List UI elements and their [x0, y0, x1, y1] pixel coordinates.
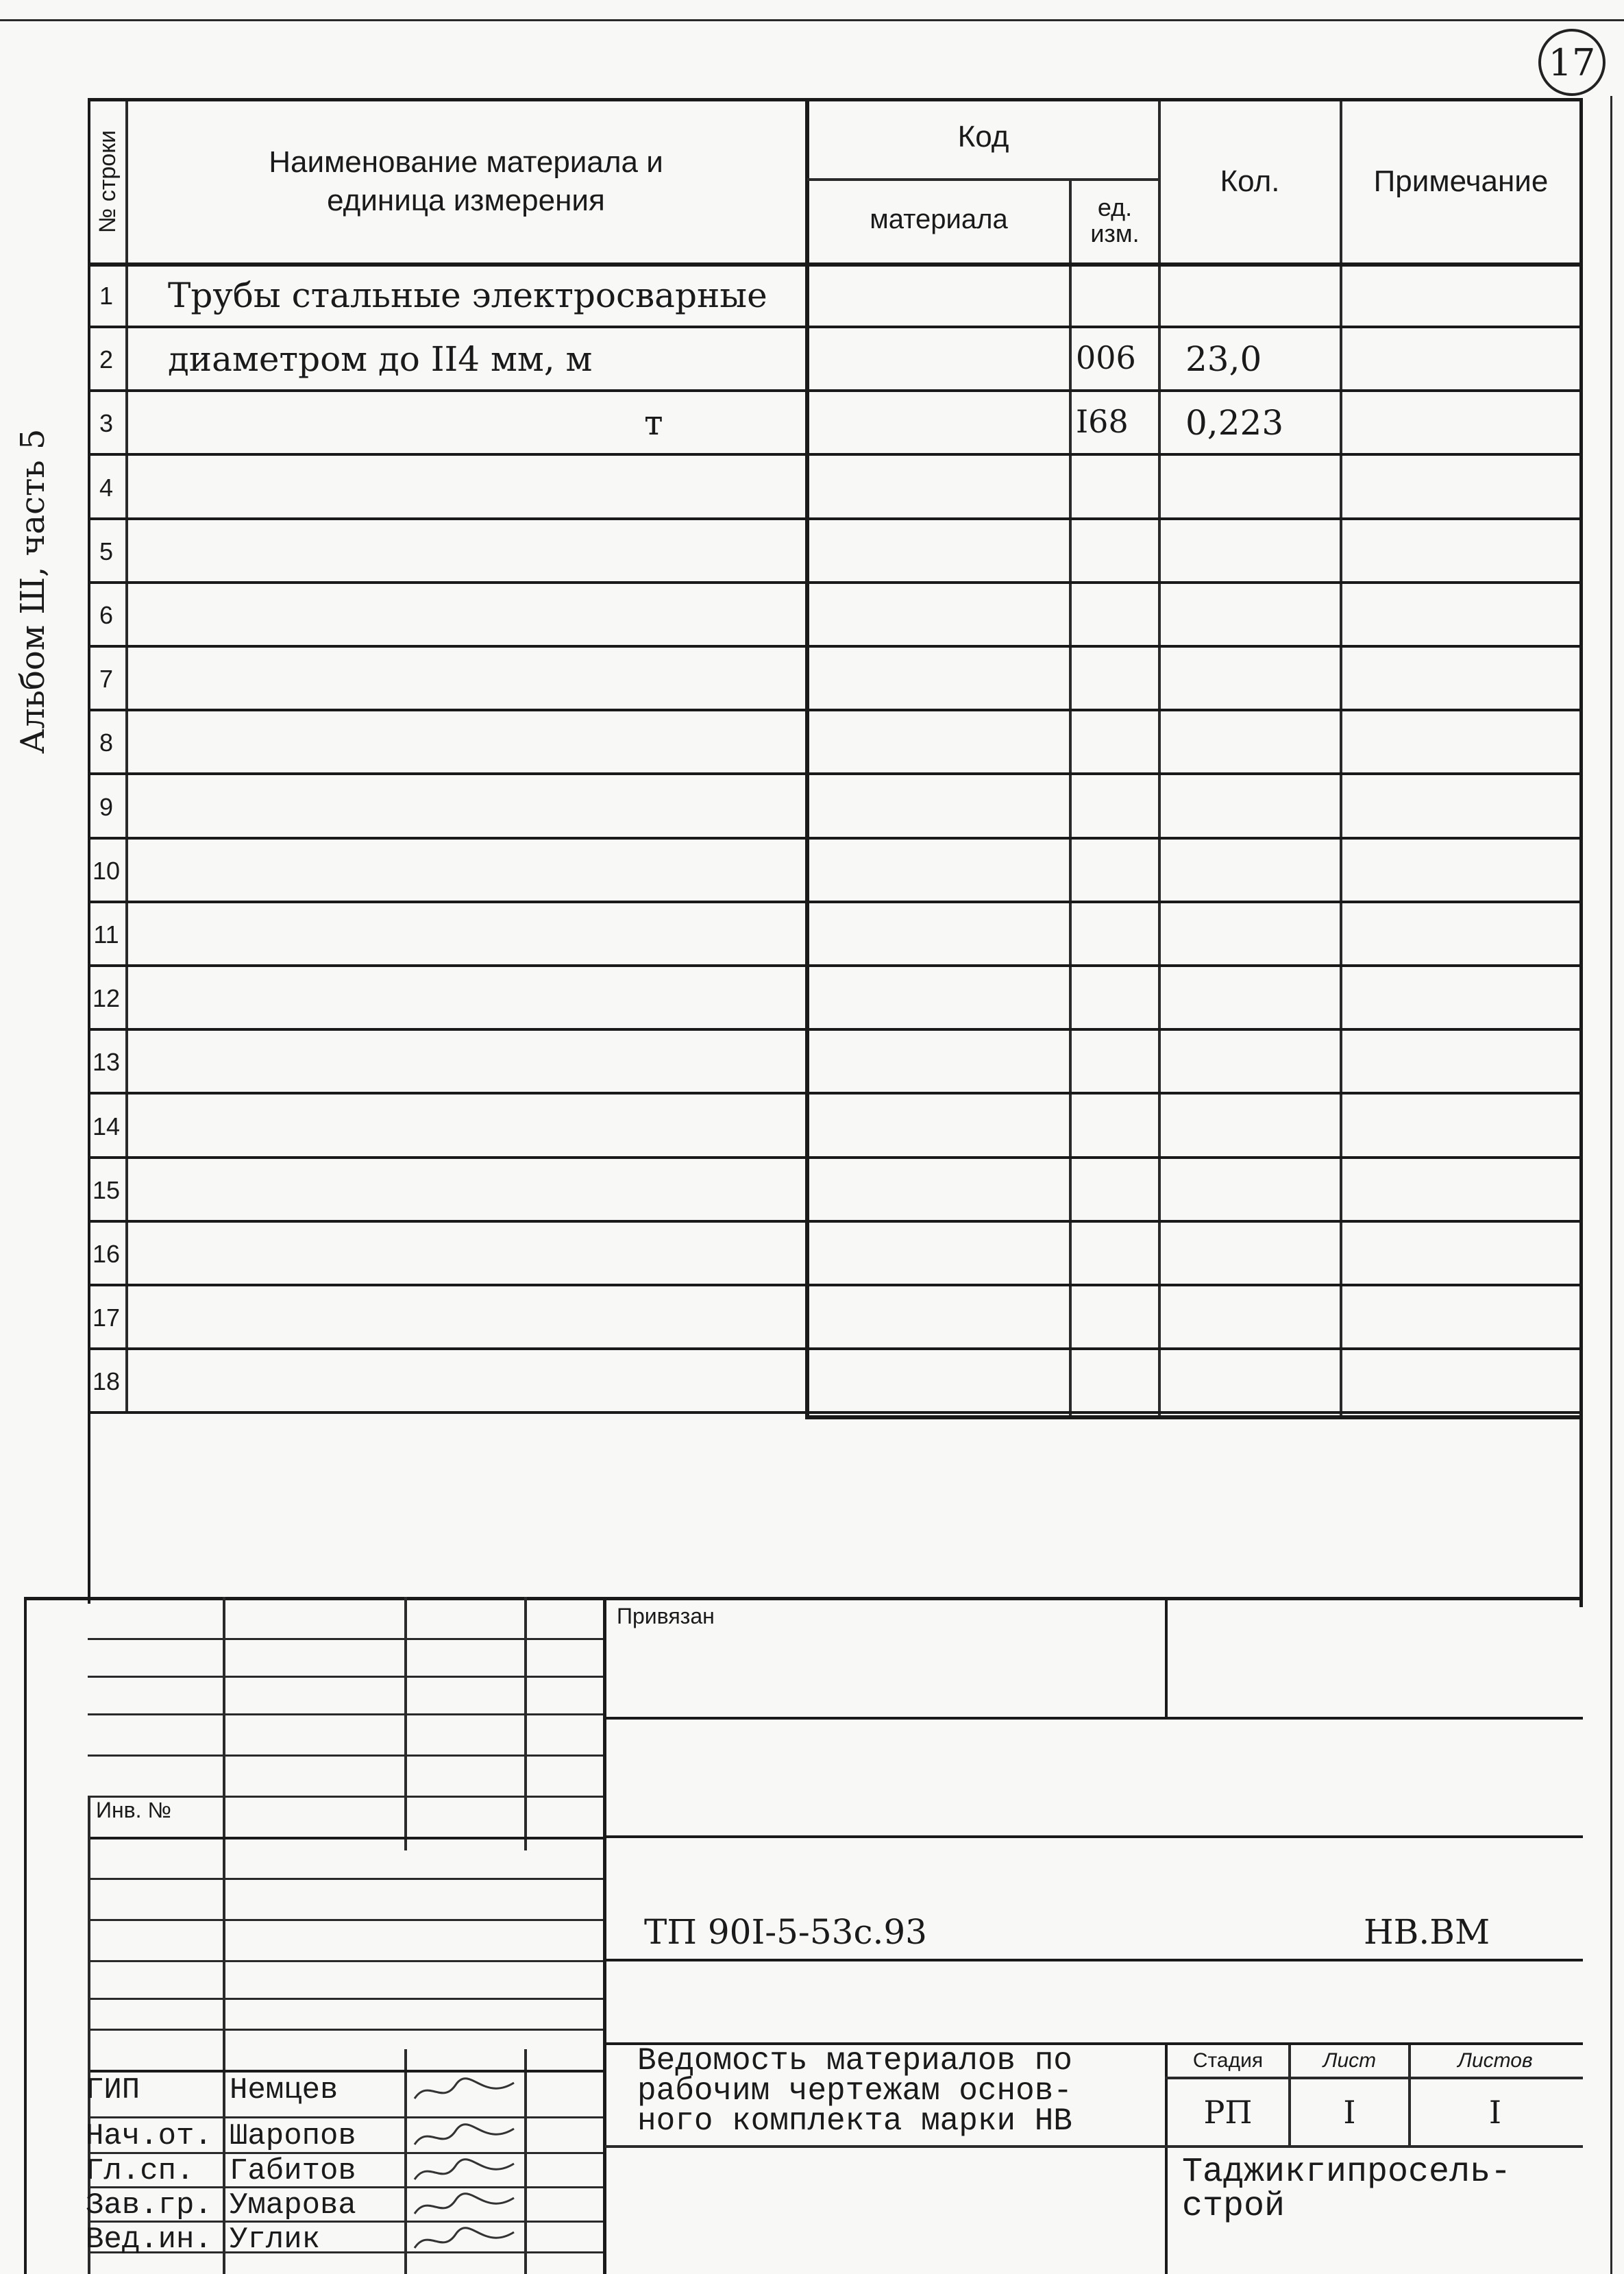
row-line [88, 453, 1583, 456]
signer-name: Габитов [230, 2154, 356, 2188]
row-number: 12 [92, 984, 121, 1012]
row-number: 15 [92, 1176, 121, 1204]
row-number: 7 [99, 665, 114, 693]
signer-name: Умарова [230, 2188, 356, 2223]
stage-label: Стадия [1192, 2049, 1264, 2072]
attached-label: Привязан [617, 1604, 715, 1628]
row-line [88, 901, 1583, 903]
row-number: 14 [92, 1112, 121, 1140]
header-code: Код [957, 120, 1009, 154]
header-qty: Кол. [1220, 164, 1280, 198]
org-name: Таджикгипросель- строй [1182, 2153, 1512, 2226]
row-number: 18 [92, 1367, 121, 1395]
row-number: 16 [92, 1240, 121, 1268]
signer-role: Гл.сп. [86, 2154, 195, 2188]
signer-role: Нач.от. [86, 2119, 212, 2153]
row-unit-code: I68 [1076, 403, 1129, 440]
row-line [88, 1411, 1583, 1414]
inv-no-label: Инв. № [96, 1798, 171, 1822]
signer-role: Зав.гр. [86, 2188, 212, 2223]
row-line [88, 837, 1583, 840]
signer-role: Вед.ин. [86, 2223, 212, 2257]
row-line [88, 772, 1583, 775]
signature-mark [411, 2155, 521, 2190]
row-line [88, 1347, 1583, 1350]
row-line [88, 326, 1583, 328]
header-name: Наименование материала и единица измерения [269, 145, 663, 217]
signature-mark [411, 2120, 521, 2155]
header-note: Примечание [1373, 164, 1549, 198]
row-number: 2 [99, 345, 114, 374]
row-line [88, 389, 1583, 392]
row-line [88, 517, 1583, 520]
doc-mark: НВ.ВМ [1364, 1912, 1490, 1952]
row-quantity: 0,223 [1185, 403, 1284, 443]
doc-title: Ведомость материалов по рабочим чертежам основ- ного комплекта марки НВ [637, 2043, 1072, 2139]
row-line [88, 709, 1583, 711]
signature-mark [411, 2224, 521, 2258]
row-line [88, 1092, 1583, 1095]
row-number: 6 [99, 601, 114, 629]
row-line [88, 581, 1583, 584]
row-number: 3 [99, 409, 114, 437]
signer-name: Шаропов [230, 2119, 356, 2153]
doc-code: ТП 90I-5-53с.93 [644, 1912, 927, 1952]
row-number: 17 [92, 1304, 121, 1332]
row-number: 11 [93, 920, 119, 949]
row-material-name: Трубы стальные электросварные [168, 276, 767, 315]
sheet-value: I [1343, 2094, 1356, 2131]
row-number: 13 [92, 1048, 121, 1076]
row-quantity: 23,0 [1185, 339, 1262, 379]
signer-name: Углик [230, 2223, 321, 2257]
sheets-label: Листов [1457, 2049, 1533, 2072]
row-material-name: диаметром до II4 мм, м [168, 339, 593, 379]
signature-mark [411, 2075, 521, 2109]
signer-name: Немцев [230, 2073, 339, 2107]
header-row-no: № строки [94, 130, 121, 234]
row-number: 4 [99, 474, 114, 502]
sheet-label: Лист [1322, 2049, 1377, 2072]
side-label: Альбом Ш, часть 5 [14, 428, 52, 754]
row-number: 8 [99, 729, 114, 757]
row-line [88, 1156, 1583, 1159]
page-number: 17 [1538, 29, 1605, 96]
row-number: 1 [99, 282, 114, 310]
header-code-material: материала [870, 204, 1008, 234]
sheets-value: I [1488, 2094, 1502, 2131]
row-number: 5 [99, 537, 114, 565]
row-number: 10 [92, 857, 121, 885]
signer-role: ГИП [86, 2073, 140, 2107]
row-material-name: т [644, 403, 663, 443]
header-code-unit: ед. изм. [1090, 193, 1140, 247]
stage-value: РП [1203, 2094, 1253, 2131]
row-line [88, 1028, 1583, 1031]
signature-mark [411, 2190, 521, 2224]
row-line [88, 964, 1583, 967]
row-line [88, 1220, 1583, 1223]
frame-right [1610, 96, 1612, 2274]
row-number: 9 [99, 793, 114, 821]
row-unit-code: 006 [1076, 339, 1136, 376]
row-line [88, 1284, 1583, 1286]
row-line [88, 645, 1583, 648]
frame-top [0, 19, 1624, 21]
